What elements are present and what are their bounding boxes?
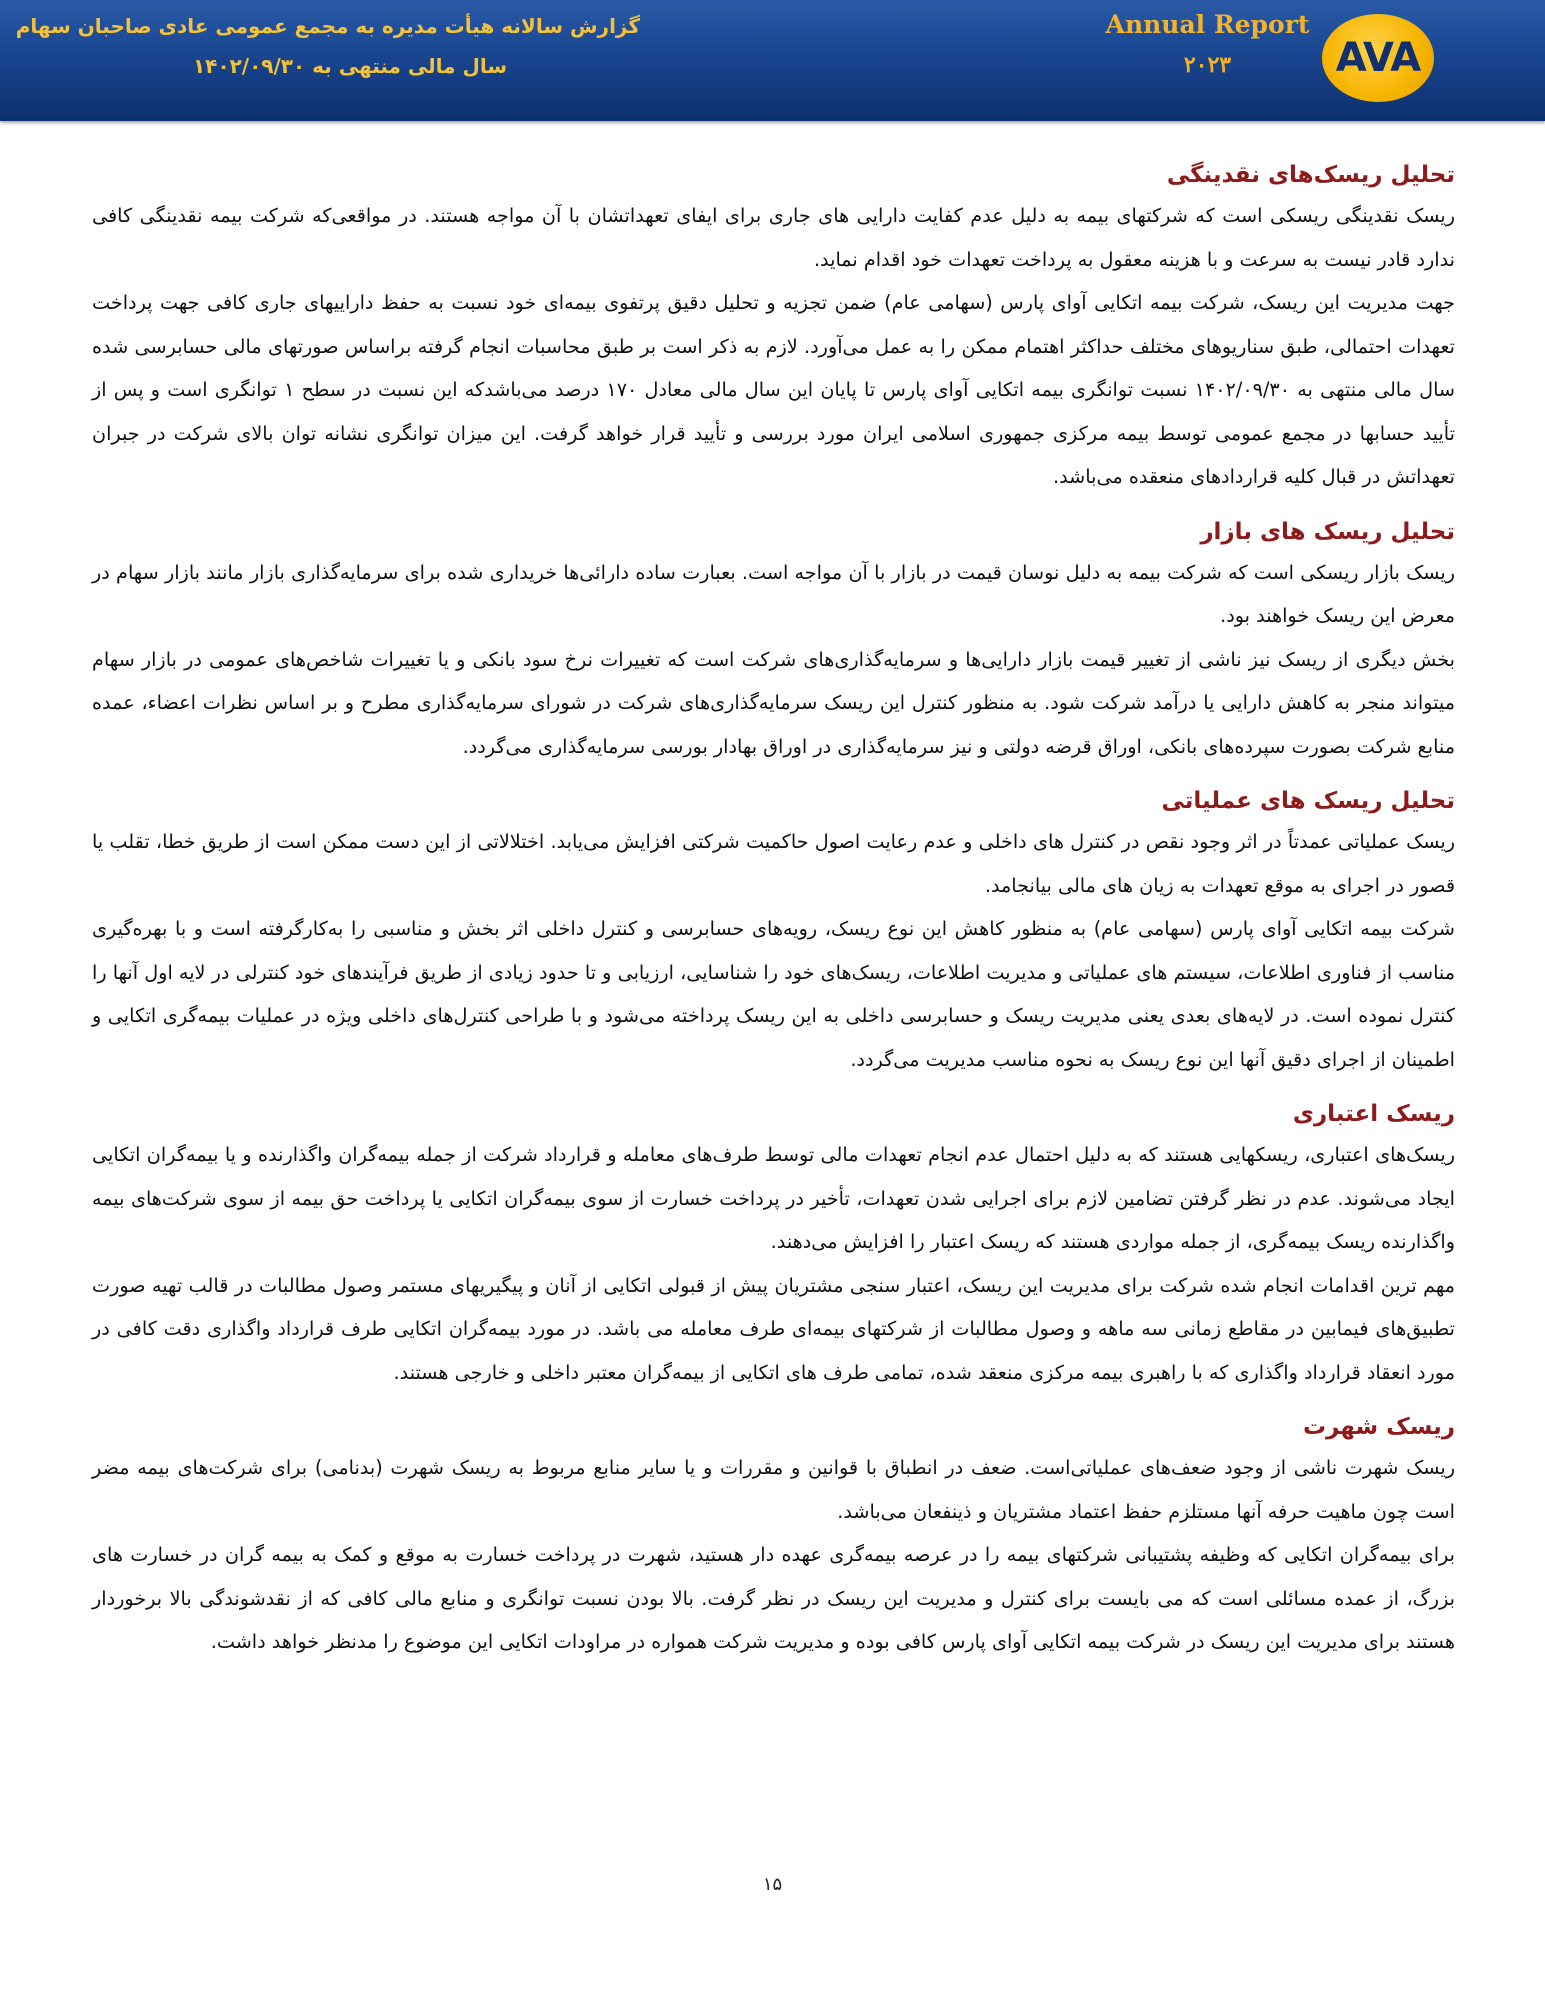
paragraph: مهم ترین اقدامات انجام شده شرکت برای مدیریت این ریسک، اعتبار سنجی مشتریان پیش از قبولی اتکایی از آنان و پیگیریهای مستمر وصول مطالبات در قالب تهیه صورت تطبیق‌های فیمابین در مقاطع زمانی سه ماهه و وصول مطالبات از شرکتهای بیمه‌ای طرف معامله می باشد. در مورد بیمه‌گران اتکایی طرف قرارداد واگذاری دقت کافی در مورد انعقاد قرارداد واگذاری که با راهبری بیمه مرکزی منعقد شده، تمامی طرف های اتکایی از بیمه‌گران معتبر داخلی و خارجی هستند. [92, 1273, 1455, 1384]
section-reputation-risk [92, 1412, 1455, 1664]
report-year: ۲۰۲۳ [1183, 52, 1232, 78]
section-credit-risk [92, 1099, 1455, 1394]
annual-report-label: Annual Report [1105, 10, 1310, 39]
section-operational-risk [92, 786, 1455, 1081]
paragraph: ریسک شهرت ناشی از وجود ضعف‌های عملیاتی‌است. ضعف در انطباق با قوانین و مقررات و یا سایر منابع مربوط به ریسک شهرت (بدنامی) برای شرکت‌های بیمه مضر است چون ماهیت حرفه آنها مستلزم حفظ اعتماد مشتریان و ذینفعان می‌باشد. [92, 1456, 1455, 1523]
document-body [92, 160, 1455, 1682]
report-title: گزارش سالانه هیأت مدیره به مجمع عمومی عادی صاحبان سهام [15, 14, 640, 38]
paragraph: جهت مدیریت این ریسک، شرکت بیمه اتکایی آوای پارس (سهامی عام) ضمن تجزیه و تحلیل دقیق پرتفوی بیمه‌ای خود نسبت به حفظ داراییهای جاری کافی جهت پرداخت تعهدات احتمالی، طبق سناریوهای مختلف حداکثر اهتمام ممکن را به عمل می‌آورد. لازم به ذکر است بر طبق محاسبات انجام گرفته براساس صورتهای مالی حسابرسی شده سال مالی منتهی به ۱۴۰۲/۰۹/۳۰ نسبت توانگری بیمه اتکایی آوای پارس تا پایان این سال مالی معادل ۱۷۰ درصد می‌باشدکه این نسبت در سطح ۱ توانگری است و پس از تأیید حسابها در مجمع عمومی توسط بیمه مرکزی جمهوری اسلامی ایران مورد بررسی و تأیید قرار خواهد گرفت. این میزان توانگری نشانه توان بالای شرکت در جبران تعهداتش در قبال کلیه قراردادهای منعقده می‌باشد. [92, 291, 1456, 488]
section-title: ریسک شهرت [1302, 1414, 1455, 1440]
section-liquidity-risk [92, 160, 1455, 499]
report-subtitle: سال مالی منتهی به ۱۴۰۲/۰۹/۳۰ [192, 54, 508, 78]
paragraph: ریسک نقدینگی ریسکی است که شرکتهای بیمه به دلیل عدم کفایت دارایی های جاری برای ایفای تعهداتشان با آن مواجه هستند. در مواقعی‌که شرکت بیمه نقدینگی کافی ندارد قادر نیست به سرعت و با هزینه معقول به پرداخت تعهدات خود اقدام نماید. [92, 204, 1455, 271]
paragraph: برای بیمه‌گران اتکایی که وظیفه پشتیبانی شرکتهای بیمه را در عرصه بیمه‌گری عهده دار هستید، شهرت در پرداخت خسارت به موقع و کمک به بیمه گران در خسارت های بزرگ، از عمده مسائلی است که می بایست برای کنترل و مدیریت این ریسک در نظر گرفت. بالا بودن نسبت توانگری و منابع مالی کافی که از نقدشوندگی بالا برخوردار هستند برای مدیریت این ریسک در شرکت بیمه اتکایی آوای پارس کافی بوده و مدیریت شرکت همواره در مراودات اتکایی این موضوع را مدنظر خواهد داشت. [92, 1543, 1455, 1653]
paragraph: بخش دیگری از ریسک نیز ناشی از تغییر قیمت بازار دارایی‌ها و سرمایه‌گذاری‌های شرکت است که تغییرات نرخ سود بانکی و یا تغییرات شاخص‌های عمومی در بازار سهام میتواند منجر به کاهش دارایی یا درآمد شرکت شود. به منظور کنترل این ریسک سرمایه‌گذاری‌های شرکت در شورای سرمایه‌گذاری مطرح و بر اساس نظرات اعضاء، عمده منابع شرکت بصورت سپرده‌های بانکی، اوراق قرضه دولتی و نیز سرمایه‌گذاری در اوراق بهادار بورسی سرمایه‌گذاری می‌گردد. [92, 647, 1455, 758]
page-number: ۱۵ [762, 1874, 783, 1895]
section-title: تحلیل ریسک های بازار [1200, 518, 1455, 545]
report-header [0, 0, 1545, 121]
paragraph: ریسک عملیاتی عمدتاً در اثر وجود نقص در کنترل های داخلی و عدم رعایت اصول حاکمیت شرکتی افزایش می‌یابد. اختلالاتی از این دست ممکن است از طریق خطا، تقلب یا قصور در اجرای به موقع تعهدات به زیان های مالی بیانجامد. [92, 830, 1455, 897]
paragraph: شرکت بیمه اتکایی آوای پارس (سهامی عام) به منظور کاهش این نوع ریسک، رویه‌های حسابرسی و کنترل داخلی اثر بخش و مناسبی را به‌کارگرفته است و با بهره‌گیری مناسب از فناوری اطلاعات، سیستم های عملیاتی و مدیریت اطلاعات، ریسک‌های خود را شناسایی، ارزیابی و تا حدود زیادی از طریق فرآیندهای خود کنترلی در لایه اول آنها را کنترل نموده است. در لایه‌های بعدی یعنی مدیریت ریسک و حسابرسی داخلی به این ریسک پرداخته می‌شود و با طراحی کنترل‌های داخلی ویژه در عملیات بیمه‌گری اتکایی و اطمینان از اجرای دقیق آنها این نوع ریسک به نحوه مناسب مدیریت می‌گردد. [92, 917, 1455, 1071]
ava-logo-icon [1322, 14, 1434, 102]
section-title: تحلیل ریسک‌های نقدینگی [1166, 162, 1455, 188]
paragraph: ریسک بازار ریسکی است که شرکت بیمه به دلیل نوسان قیمت در بازار با آن مواجه است. بعبارت ساده دارائی‌ها خریداری شده برای سرمایه‌گذاری بازار مانند بازار سهام در معرض این ریسک خواهند بود. [92, 560, 1455, 627]
section-title: ریسک اعتباری [1292, 1101, 1455, 1127]
section-market-risk [92, 517, 1455, 769]
paragraph: ریسک‌های اعتباری، ریسکهایی هستند که به دلیل احتمال عدم انجام تعهدات مالی توسط طرف‌های معامله و قرارداد شرکت از جمله بیمه‌گران واگذارنده و یا بیمه‌گران اتکایی ایجاد می‌شوند. عدم در نظر گرفتن تضامین لازم برای اجرایی شدن تعهدات، تأخیر در پرداخت خسارت از سوی بیمه‌گران اتکایی یا پرداخت حق بیمه از سوی شرکت‌های بیمه واگذارنده ریسک بیمه‌گری، از جمله مواردی هستند که ریسک اعتبار را افزایش می‌دهند. [92, 1143, 1455, 1253]
logo-text: AVA [1335, 35, 1421, 81]
section-title: تحلیل ریسک های عملیاتی [1161, 788, 1455, 814]
